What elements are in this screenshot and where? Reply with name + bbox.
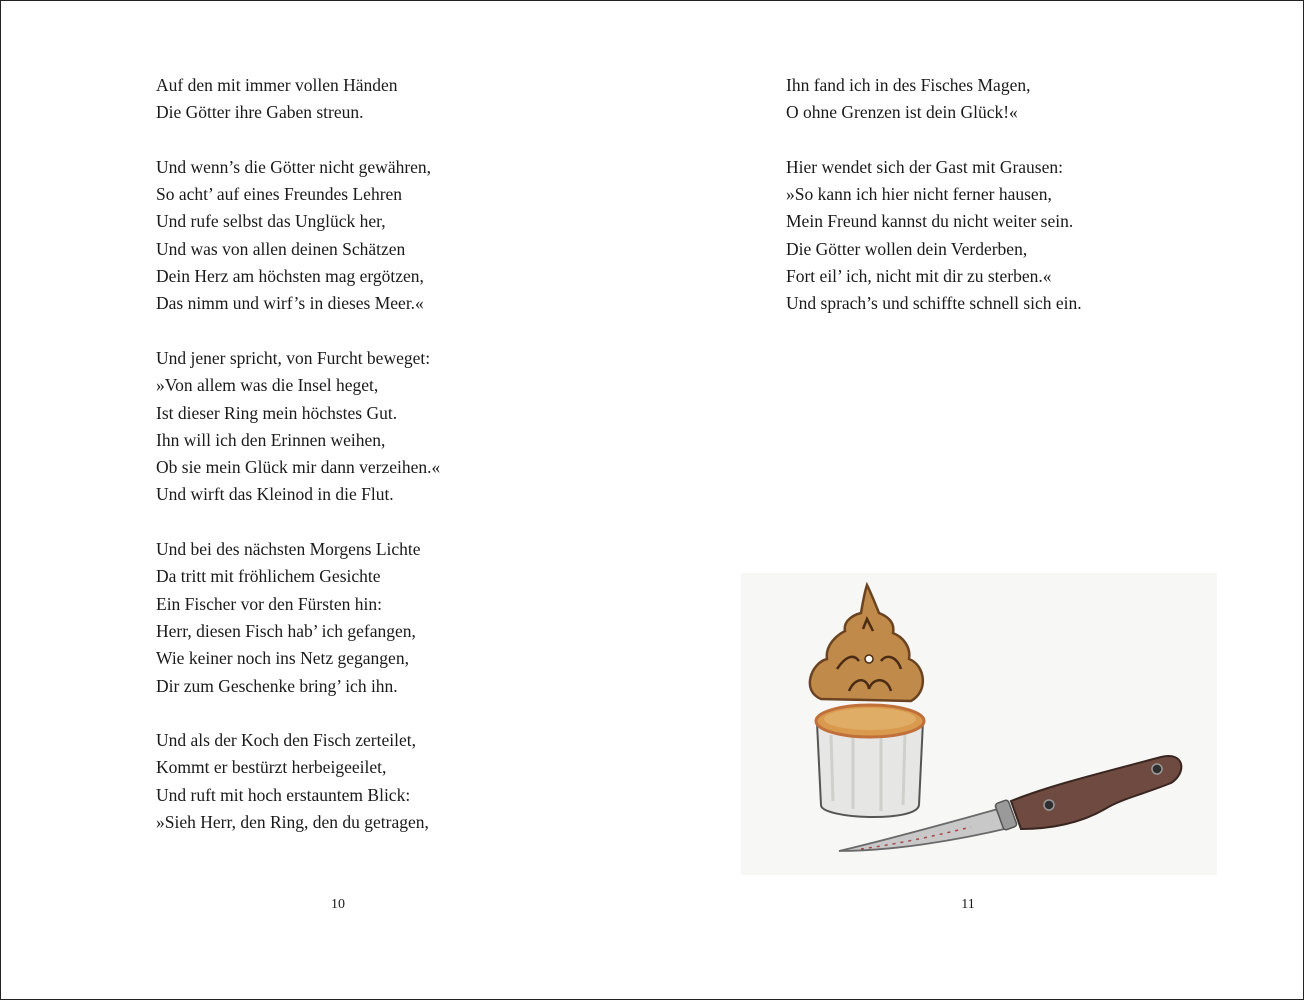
poem-text-right — [786, 72, 1082, 345]
stanza — [156, 345, 440, 509]
poem-line: Und ruft mit hoch erstauntem Blick: — [156, 784, 411, 805]
stanza — [156, 727, 440, 836]
poem-line: Ihn will ich den Erinnen weihen, — [156, 429, 386, 450]
poem-line: O ohne Grenzen ist dein Glück!« — [786, 102, 1018, 123]
poem-line: Da tritt mit fröhlichem Gesichte — [156, 566, 381, 587]
poem-line: Ob sie mein Glück mir dann verzeihen.« — [156, 457, 441, 478]
poem-line: Ein Fischer vor den Fürsten hin: — [156, 593, 383, 614]
stanza — [156, 536, 440, 700]
poem-line: Und wenn’s die Götter nicht gewähren, — [156, 156, 432, 177]
poem-line: Kommt er bestürzt herbeigeeilet, — [156, 757, 387, 778]
page-number-right: 11 — [961, 897, 975, 912]
poem-line: Die Götter ihre Gaben streun. — [156, 102, 364, 123]
poem-line: »Sieh Herr, den Ring, den du getragen, — [156, 812, 429, 833]
stanza — [786, 72, 1082, 127]
poem-line: Wie keiner noch ins Netz gegangen, — [156, 648, 409, 669]
left-page — [1, 1, 653, 1001]
right-page — [653, 1, 1304, 1001]
poem-line: Die Götter wollen dein Verderben, — [786, 238, 1028, 259]
page-number-left: 10 — [331, 897, 345, 912]
poem-line: Fort eil’ ich, nicht mit dir zu sterben.« — [786, 266, 1052, 287]
stanza — [156, 72, 440, 127]
salt-box-and-knife-illustration — [741, 573, 1217, 875]
poem-line: »Von allem was die Insel heget, — [156, 375, 379, 396]
poem-line: Dein Herz am höchsten mag ergötzen, — [156, 266, 424, 287]
poem-line: Und was von allen deinen Schätzen — [156, 238, 406, 259]
poem-line: Und als der Koch den Fisch zerteilet, — [156, 730, 416, 751]
poem-line: Und sprach’s und schiffte schnell sich ein. — [786, 293, 1082, 314]
poem-line: Das nimm und wirf’s in dieses Meer.« — [156, 293, 424, 314]
poem-line: Ist dieser Ring mein höchstes Gut. — [156, 402, 398, 423]
poem-line: Und rufe selbst das Unglück her, — [156, 211, 386, 232]
poem-line: So acht’ auf eines Freundes Lehren — [156, 184, 403, 205]
stanza — [156, 154, 440, 318]
poem-line: Hier wendet sich der Gast mit Grausen: — [786, 156, 1064, 177]
poem-line: Ihn fand ich in des Fisches Magen, — [786, 75, 1031, 95]
stanza — [786, 154, 1082, 318]
poem-line: Herr, diesen Fisch hab’ ich gefangen, — [156, 620, 416, 641]
poem-line: Auf den mit immer vollen Händen — [156, 75, 398, 95]
poem-line: Und wirft das Kleinod in die Flut. — [156, 484, 394, 505]
poem-text-left — [156, 72, 440, 864]
poem-line: »So kann ich hier nicht ferner hausen, — [786, 184, 1052, 205]
poem-line: Dir zum Geschenke bring’ ich ihn. — [156, 675, 398, 696]
poem-line: Mein Freund kannst du nicht weiter sein. — [786, 211, 1074, 232]
poem-line: Und bei des nächsten Morgens Lichte — [156, 539, 421, 560]
poem-line: Und jener spricht, von Furcht beweget: — [156, 347, 431, 368]
